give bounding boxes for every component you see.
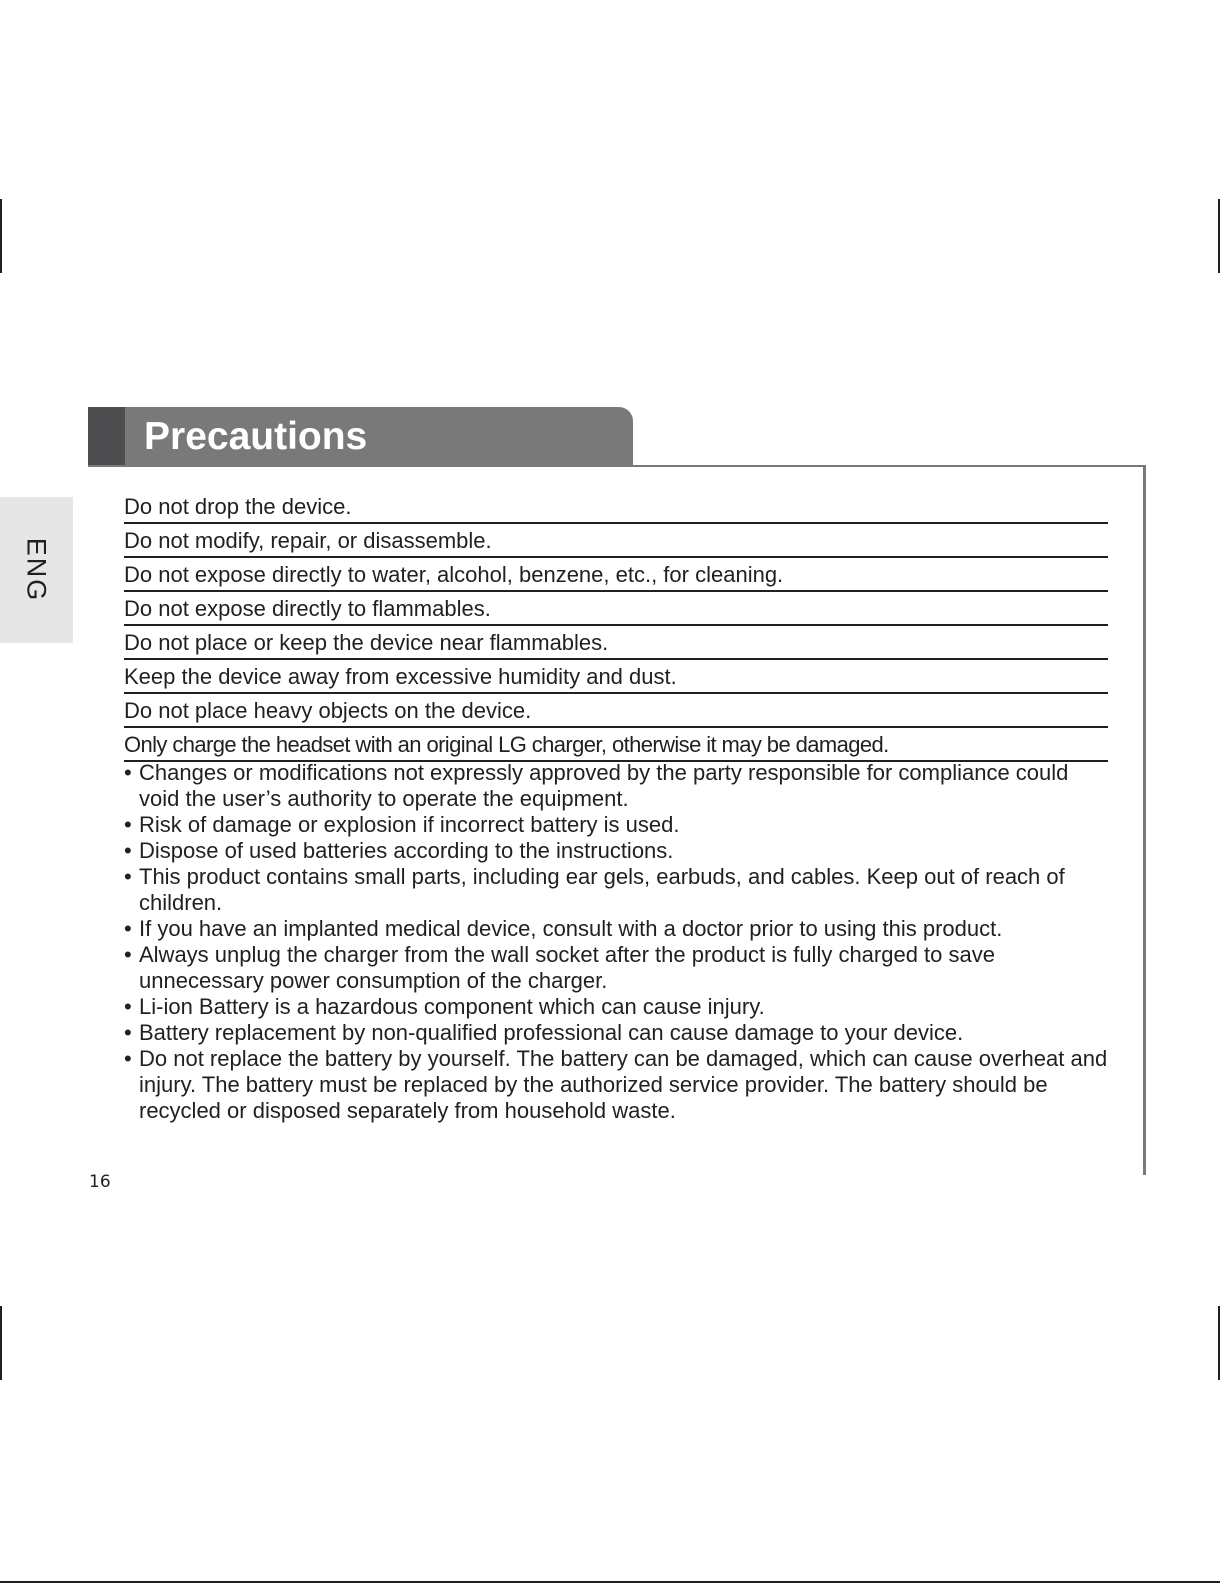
bullet-item: • Battery replacement by non-qualified professional can cause damage to your device. [124,1020,1114,1046]
bullet-item: • If you have an implanted medical device, consult with a doctor prior to using this product. [124,916,1114,942]
content-side-rule [1143,465,1146,1175]
precaution-rows [124,490,1108,762]
bullet-item: • Always unplug the charger from the wall socket after the product is fully charged to save unnecessary power consumption of the charger. [124,942,1114,994]
crop-mark-bottom-left [0,1306,2,1380]
bullet-item: • Li-ion Battery is a hazardous component which can cause injury. [124,994,1114,1020]
precaution-row: Keep the device away from excessive humidity and dust. [124,660,1108,694]
precaution-row: Do not place or keep the device near flammables. [124,626,1108,660]
precaution-row: Do not expose directly to flammables. [124,592,1108,626]
page-title: Precautions [144,415,368,458]
section-header-accent [88,407,125,466]
bullet-item: • Do not replace the battery by yourself. The battery can be damaged, which can cause overheat and injury. The battery must be replaced by the authorized service provider. The battery should be recycled or disposed separately from household waste. [124,1046,1114,1124]
bullet-item: • Changes or modifications not expressly approved by the party responsible for compliance could void the user’s authority to operate the equipment. [124,760,1114,812]
precaution-bullets [124,760,1114,1124]
bullet-item: • Dispose of used batteries according to the instructions. [124,838,1114,864]
bullet-item: • This product contains small parts, including ear gels, earbuds, and cables. Keep out of reach of children. [124,864,1114,916]
precaution-row: Only charge the headset with an original LG charger, otherwise it may be damaged. [124,728,1108,762]
precaution-row: Do not modify, repair, or disassemble. [124,524,1108,558]
precaution-row: Do not place heavy objects on the device. [124,694,1108,728]
precaution-row: Do not drop the device. [124,490,1108,524]
bullet-item: • Risk of damage or explosion if incorrect battery is used. [124,812,1114,838]
language-side-tab-label: ENG [21,537,52,603]
header-rule [88,465,1146,467]
crop-mark-top-left [0,199,2,273]
precaution-row: Do not expose directly to water, alcohol, benzene, etc., for cleaning. [124,558,1108,592]
page-number: 16 [89,1172,111,1192]
